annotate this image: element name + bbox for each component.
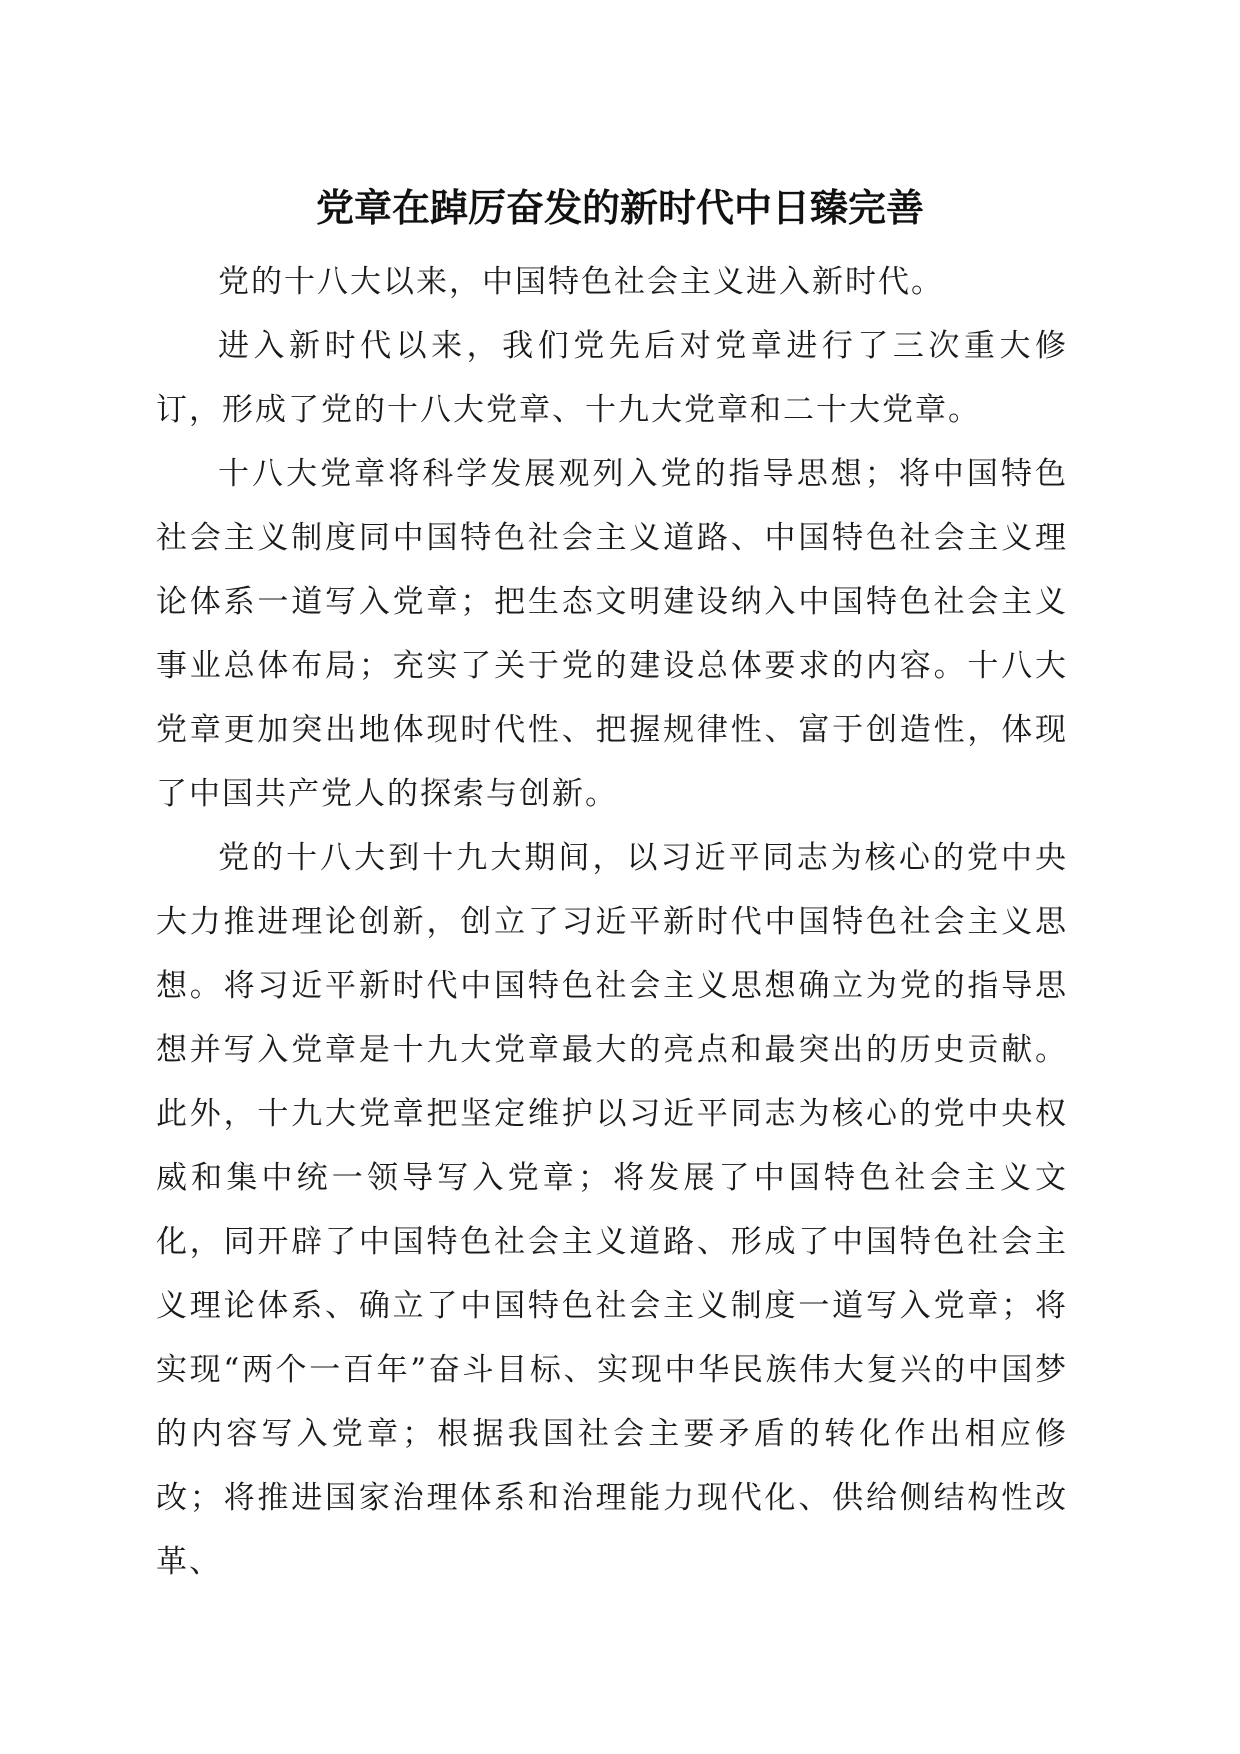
paragraph-3: 十八大党章将科学发展观列入党的指导思想；将中国特色社会主义制度同中国特色社会主义道路、中国特色社会主义理论体系一道写入党章；把生态文明建设纳入中国特色社会主义事业总体布局；充实了关于党的建设总体要求的内容。十八大党章更加突出地体现时代性、把握规律性、富于创造性，体现了中国共产党人的探索与创新。 (156, 456, 1068, 812)
document-title: 党章在踔厉奋发的新时代中日臻完善 (315, 186, 924, 230)
document-body (156, 250, 1068, 1594)
paragraph-4: 党的十八大到十九大期间，以习近平同志为核心的党中央大力推进理论创新，创立了习近平新时代中国特色社会主义思想。将习近平新时代中国特色社会主义思想确立为党的指导思想并写入党章是十九大党章最大的亮点和最突出的历史贡献。此外，十九大党章把坚定维护以习近平同志为核心的党中央权威和集中统一领导写入党章；将发展了中国特色社会主义文化，同开辟了中国特色社会主义道路、形成了中国特色社会主义理论体系、确立了中国特色社会主义制度一道写入党章；将实现“两个一百年”奋斗目标、实现中华民族伟大复兴的中国梦的内容写入党章；根据我国社会主要矛盾的转化作出相应修改；将推进国家治理体系和治理能力现代化、供给侧结构性改革、 (156, 840, 1068, 1580)
paragraph-1: 党的十八大以来，中国特色社会主义进入新时代。 (218, 264, 944, 300)
paragraph-2: 进入新时代以来，我们党先后对党章进行了三次重大修订，形成了党的十八大党章、十九大党章和二十大党章。 (156, 328, 1068, 428)
